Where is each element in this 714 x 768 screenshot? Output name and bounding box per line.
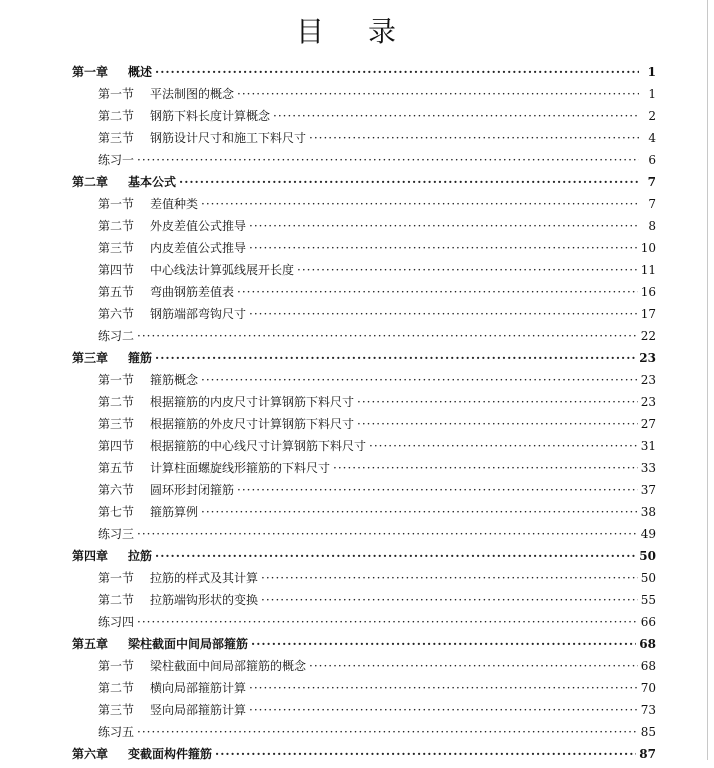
toc-entry-number: 第六章: [72, 747, 109, 761]
toc-entry-number: 第五节: [98, 285, 135, 299]
toc-section-row[interactable]: [72, 284, 656, 306]
toc-section-row[interactable]: [72, 262, 656, 284]
toc-entry-label: [98, 680, 246, 696]
toc-entry-label: [72, 174, 176, 190]
toc-page-number: 1: [647, 65, 656, 79]
toc-entry-number: 第二节: [98, 681, 135, 695]
toc-entry-number: 第四节: [98, 439, 135, 453]
toc-entry-label: [98, 284, 234, 300]
toc-entry-title: 练习四: [98, 615, 135, 629]
toc-page-number: 23: [639, 351, 656, 365]
toc-entry-label: [98, 262, 294, 278]
toc-entry-number: 第七节: [98, 505, 135, 519]
toc-entry-title: 差值种类: [150, 197, 199, 211]
toc-entry-label: [98, 218, 246, 234]
toc-section-row[interactable]: [72, 218, 656, 240]
toc-entry-label: [98, 152, 134, 168]
toc-entry-label: [98, 372, 198, 388]
toc-entry-label: [98, 592, 258, 608]
toc-entry-title: 梁柱截面中间局部箍筋的概念: [150, 659, 307, 673]
toc-entry-number: 第三章: [72, 351, 109, 365]
dot-leader: [179, 174, 639, 190]
toc-page-number: 70: [640, 681, 656, 695]
toc-entry-title: 圆环形封闭箍筋: [150, 483, 235, 497]
toc-section-row[interactable]: [72, 196, 656, 218]
toc-entry-title: 拉筋的样式及其计算: [150, 571, 259, 585]
toc-entry-label: [98, 526, 134, 542]
dot-leader: [237, 86, 639, 102]
toc-page-number: 50: [640, 571, 656, 585]
toc-page-number: 49: [640, 527, 656, 541]
toc-entry-title: 根据箍筋的内皮尺寸计算钢筋下料尺寸: [150, 395, 355, 409]
dot-leader: [261, 570, 638, 586]
dot-leader: [249, 306, 638, 322]
dot-leader: [249, 702, 638, 718]
toc-entry-title: 平法制图的概念: [150, 87, 235, 101]
toc-entry-title: 钢筋下料长度计算概念: [150, 109, 271, 123]
toc-page-number: 2: [648, 109, 656, 123]
dot-leader: [309, 658, 638, 674]
toc-entry-label: [72, 636, 248, 652]
toc-entry-number: 第三节: [98, 131, 135, 145]
toc-section-row[interactable]: [72, 86, 656, 108]
dot-leader: [155, 548, 636, 564]
toc-entry-label: [98, 702, 246, 718]
dot-leader: [249, 218, 639, 234]
toc-page-number: 68: [640, 659, 656, 673]
toc-exercise-row[interactable]: [72, 724, 656, 746]
toc-page-number: 8: [648, 219, 656, 233]
toc-page-number: 23: [640, 395, 656, 409]
toc-entry-title: 钢筋设计尺寸和施工下料尺寸: [150, 131, 307, 145]
toc-section-row[interactable]: [72, 416, 656, 438]
dot-leader: [155, 64, 639, 80]
toc-entry-number: 第一节: [98, 373, 135, 387]
toc-chapter-row[interactable]: [72, 174, 656, 196]
toc-entry-title: 箍筋: [128, 351, 153, 365]
toc-entry-label: [98, 108, 270, 124]
toc-section-row[interactable]: [72, 592, 656, 614]
toc-section-row[interactable]: [72, 680, 656, 702]
dot-leader: [251, 636, 636, 652]
dot-leader: [249, 680, 638, 696]
toc-entry-label: [72, 548, 152, 564]
toc-section-row[interactable]: [72, 438, 656, 460]
toc-section-row[interactable]: [72, 108, 656, 130]
dot-leader: [357, 394, 638, 410]
toc-entry-label: [98, 86, 234, 102]
toc-chapter-row[interactable]: [72, 64, 656, 86]
toc-entry-label: [98, 328, 134, 344]
toc-section-row[interactable]: [72, 702, 656, 724]
toc-entry-number: 第二节: [98, 219, 135, 233]
toc-chapter-row[interactable]: [72, 350, 656, 372]
toc-entry-title: 根据箍筋的中心线尺寸计算钢筋下料尺寸: [150, 439, 367, 453]
toc-exercise-row[interactable]: [72, 152, 656, 174]
toc-entry-label: [72, 350, 152, 366]
toc-section-row[interactable]: [72, 240, 656, 262]
toc-entry-label: [98, 306, 246, 322]
toc-entry-title: 计算柱面螺旋线形箍筋的下料尺寸: [150, 461, 331, 475]
toc-entry-title: 外皮差值公式推导: [150, 219, 247, 233]
toc-entry-title: 根据箍筋的外皮尺寸计算钢筋下料尺寸: [150, 417, 355, 431]
page-edge-line: [707, 0, 708, 760]
toc-section-row[interactable]: [72, 306, 656, 328]
toc-section-row[interactable]: [72, 372, 656, 394]
toc-page-number: 17: [640, 307, 656, 321]
toc-entry-number: 第一节: [98, 571, 135, 585]
toc-entry-title: 内皮差值公式推导: [150, 241, 247, 255]
toc-entry-label: [98, 394, 354, 410]
toc-page-number: 10: [640, 241, 656, 255]
toc-section-row[interactable]: [72, 130, 656, 152]
toc-entry-number: 第六节: [98, 307, 135, 321]
toc-entry-title: 弯曲钢筋差值表: [150, 285, 235, 299]
toc-entry-number: 第一章: [72, 65, 109, 79]
toc-entry-title: 梁柱截面中间局部箍筋: [128, 637, 249, 651]
toc-entry-label: [98, 130, 306, 146]
toc-page-number: 23: [640, 373, 656, 387]
toc-entry-number: 第二节: [98, 109, 135, 123]
toc-entry-title: 概述: [128, 65, 153, 79]
toc-page-number: 33: [640, 461, 656, 475]
toc-entry-number: 第二节: [98, 593, 135, 607]
toc-page-number: 22: [640, 329, 656, 343]
toc-entry-title: 拉筋: [128, 549, 153, 563]
toc-entry-label: [98, 196, 198, 212]
toc-entry-number: 第五节: [98, 461, 135, 475]
dot-leader: [237, 482, 638, 498]
toc-section-row[interactable]: [72, 658, 656, 680]
toc-entry-title: 练习三: [98, 527, 135, 541]
toc-entry-number: 第三节: [98, 703, 135, 717]
toc-page-number: 85: [640, 725, 656, 739]
toc-entry-title: 变截面构件箍筋: [128, 747, 213, 761]
toc-entry-number: 第二章: [72, 175, 109, 189]
dot-leader: [137, 724, 638, 740]
dot-leader: [137, 614, 638, 630]
dot-leader: [201, 196, 639, 212]
toc-chapter-row[interactable]: [72, 636, 656, 658]
toc-page-number: 6: [648, 153, 656, 167]
toc-entry-number: 第六节: [98, 483, 135, 497]
toc-entry-number: 第二节: [98, 395, 135, 409]
toc-chapter-row[interactable]: [72, 746, 656, 768]
toc-entry-number: 第五章: [72, 637, 109, 651]
toc-page-number: 1: [648, 87, 656, 101]
toc-page-number: 37: [640, 483, 656, 497]
toc-entry-number: 第四节: [98, 263, 135, 277]
toc-entry-title: 中心线法计算弧线展开长度: [150, 263, 295, 277]
toc-page-number: 16: [640, 285, 656, 299]
toc-entry-number: 第三节: [98, 417, 135, 431]
toc-exercise-row[interactable]: [72, 328, 656, 350]
dot-leader: [357, 416, 638, 432]
toc-entry-label: [98, 504, 198, 520]
toc-page-number: 4: [648, 131, 656, 145]
toc-page-number: 38: [640, 505, 656, 519]
toc-entry-label: [98, 570, 258, 586]
toc-chapter-row[interactable]: [72, 548, 656, 570]
toc-entry-label: [98, 460, 330, 476]
dot-leader: [155, 350, 636, 366]
toc-entry-title: 拉筋端钩形状的变换: [150, 593, 259, 607]
dot-leader: [201, 372, 638, 388]
toc-entry-title: 练习五: [98, 725, 135, 739]
toc-entry-title: 练习一: [98, 153, 135, 167]
toc-section-row[interactable]: [72, 482, 656, 504]
dot-leader: [309, 130, 639, 146]
toc-entry-number: 第一节: [98, 87, 135, 101]
toc-page-number: 73: [640, 703, 656, 717]
toc-entry-label: [98, 724, 134, 740]
toc-entry-number: 第四章: [72, 549, 109, 563]
toc-exercise-row[interactable]: [72, 526, 656, 548]
dot-leader: [249, 240, 638, 256]
toc-page-number: 87: [639, 747, 656, 761]
dot-leader: [369, 438, 638, 454]
toc-page-number: 11: [640, 263, 656, 277]
dot-leader: [137, 526, 638, 542]
toc-entry-title: 练习二: [98, 329, 135, 343]
toc-page-number: 7: [648, 197, 656, 211]
dot-leader: [137, 152, 639, 168]
dot-leader: [297, 262, 638, 278]
toc-entry-title: 基本公式: [128, 175, 177, 189]
toc-section-row[interactable]: [72, 570, 656, 592]
toc-entry-label: [72, 64, 152, 80]
toc-entry-label: [98, 482, 234, 498]
toc-page-number: 50: [639, 549, 656, 563]
toc-entry-label: [98, 240, 246, 256]
toc-entry-number: 第一节: [98, 659, 135, 673]
dot-leader: [273, 108, 639, 124]
toc-entry-title: 横向局部箍筋计算: [150, 681, 247, 695]
dot-leader: [333, 460, 638, 476]
toc-entry-title: 箍筋算例: [150, 505, 199, 519]
toc-entry-label: [98, 438, 366, 454]
toc-exercise-row[interactable]: [72, 614, 656, 636]
toc-entry-title: 竖向局部箍筋计算: [150, 703, 247, 717]
toc-entry-label: [98, 416, 354, 432]
toc-page-number: 68: [639, 637, 656, 651]
toc-section-row[interactable]: [72, 504, 656, 526]
toc-entry-number: 第一节: [98, 197, 135, 211]
toc-entry-label: [98, 658, 306, 674]
toc-entry-number: 第三节: [98, 241, 135, 255]
toc-page-number: 55: [640, 593, 656, 607]
toc-section-row[interactable]: [72, 394, 656, 416]
toc-entry-title: 箍筋概念: [150, 373, 199, 387]
dot-leader: [137, 328, 638, 344]
dot-leader: [201, 504, 638, 520]
toc-entry-title: 钢筋端部弯钩尺寸: [150, 307, 247, 321]
toc-page-number: 31: [640, 439, 656, 453]
toc-entry-label: [98, 614, 134, 630]
page-title: 目录: [295, 15, 440, 48]
toc-section-row[interactable]: [72, 460, 656, 482]
dot-leader: [237, 284, 638, 300]
toc-page-number: 66: [640, 615, 656, 629]
toc-page-number: 27: [640, 417, 656, 431]
toc-page-number: 7: [647, 175, 656, 189]
dot-leader: [261, 592, 638, 608]
table-of-contents: [72, 64, 656, 768]
